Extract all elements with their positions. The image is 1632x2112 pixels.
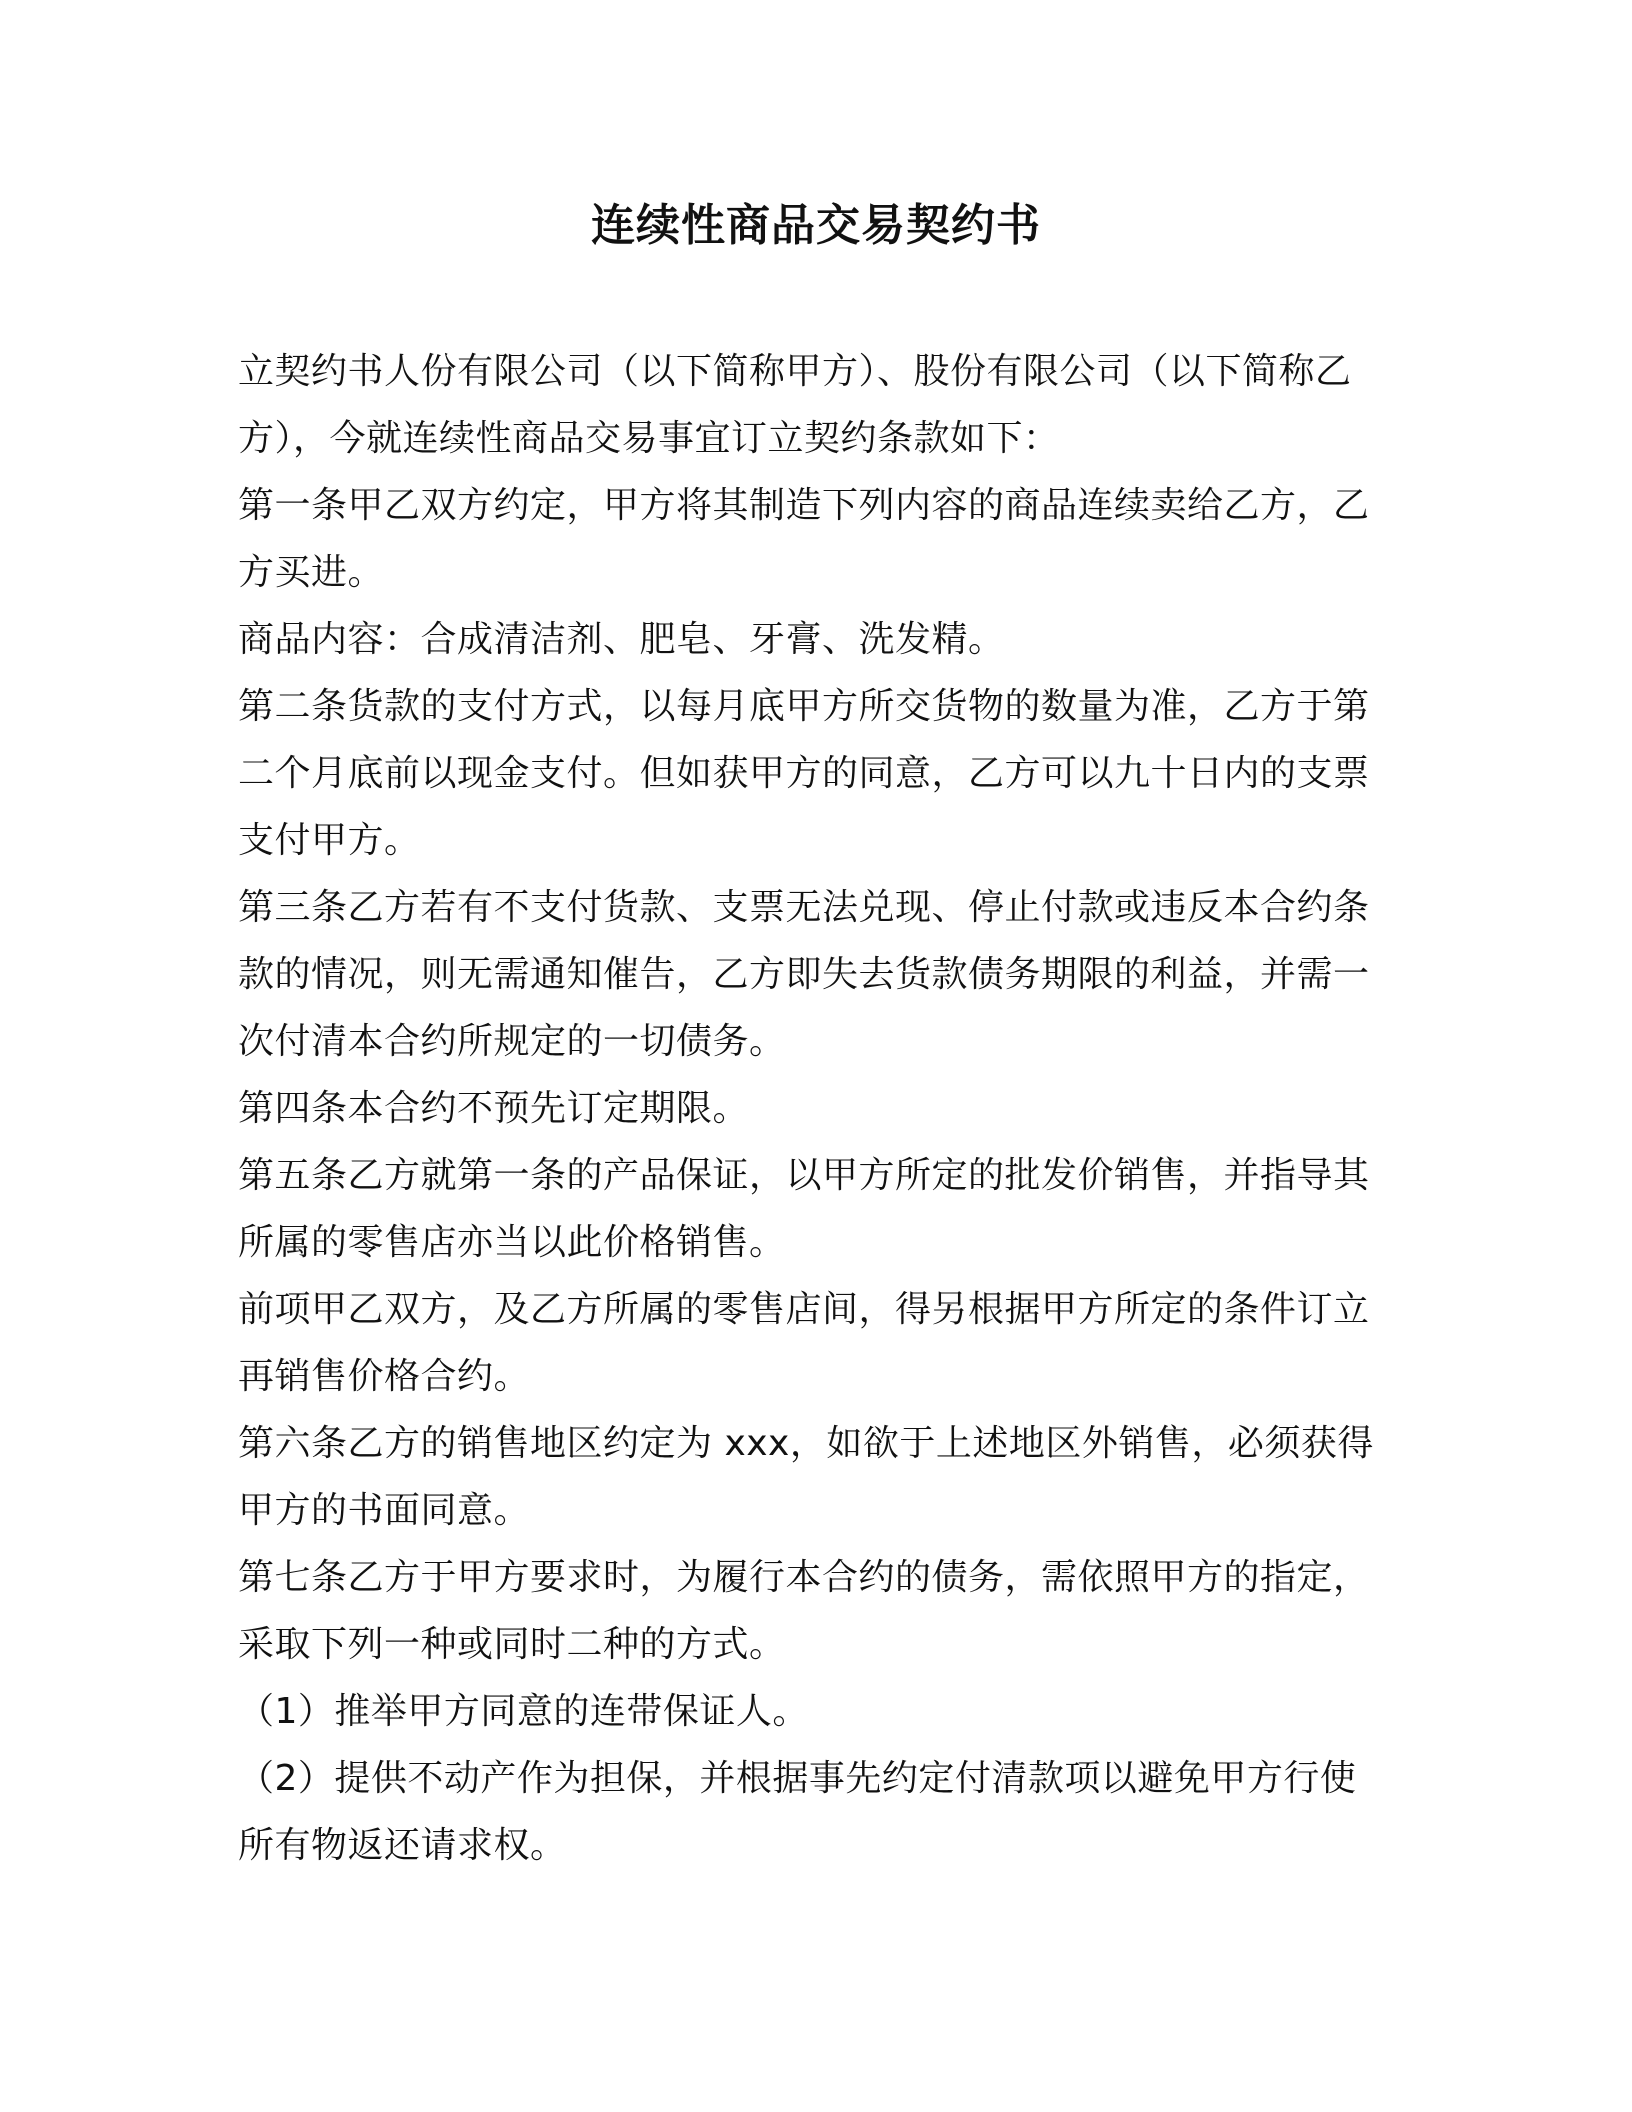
paragraph-article-5: 第五条乙方就第一条的产品保证，以甲方所定的批发价销售，并指导其所属的零售店亦当以此价格销售。 xyxy=(238,1155,1370,1263)
paragraph-goods-content: 商品内容：合成清洁剂、肥皂、牙膏、洗发精。 xyxy=(238,619,1005,660)
paragraph-article-2: 第二条货款的支付方式，以每月底甲方所交货物的数量为准，乙方于第二个月底前以现金支付。但如获甲方的同意，乙方可以九十日内的支票支付甲方。 xyxy=(238,686,1370,861)
document-title: 连续性商品交易契约书 xyxy=(591,200,1041,251)
paragraph-article-7-item-1: （1）推举甲方同意的连带保证人。 xyxy=(238,1691,809,1732)
paragraph-preamble: 立契约书人份有限公司（以下简称甲方）、股份有限公司（以下简称乙方），今就连续性商品交易事宜订立契约条款如下： xyxy=(238,351,1352,459)
paragraph-article-7-item-2: （2）提供不动产作为担保，并根据事先约定付清款项以避免甲方行使所有物返还请求权。 xyxy=(238,1758,1357,1866)
paragraph-article-5-supplement: 前项甲乙双方，及乙方所属的零售店间，得另根据甲方所定的条件订立再销售价格合约。 xyxy=(238,1289,1370,1397)
paragraph-article-7: 第七条乙方于甲方要求时，为履行本合约的债务，需依照甲方的指定，采取下列一种或同时二种的方式。 xyxy=(238,1557,1370,1665)
paragraph-article-3: 第三条乙方若有不支付货款、支票无法兑现、停止付款或违反本合约条款的情况，则无需通知催告，乙方即失去货款债务期限的利益，并需一次付清本合约所规定的一切债务。 xyxy=(238,887,1370,1062)
document-body xyxy=(238,338,1388,1879)
paragraph-article-6: 第六条乙方的销售地区约定为 xxx，如欲于上述地区外销售，必须获得甲方的书面同意。 xyxy=(238,1423,1374,1531)
paragraph-article-4: 第四条本合约不预先订定期限。 xyxy=(238,1088,750,1129)
paragraph-article-1: 第一条甲乙双方约定，甲方将其制造下列内容的商品连续卖给乙方，乙方买进。 xyxy=(238,485,1370,593)
